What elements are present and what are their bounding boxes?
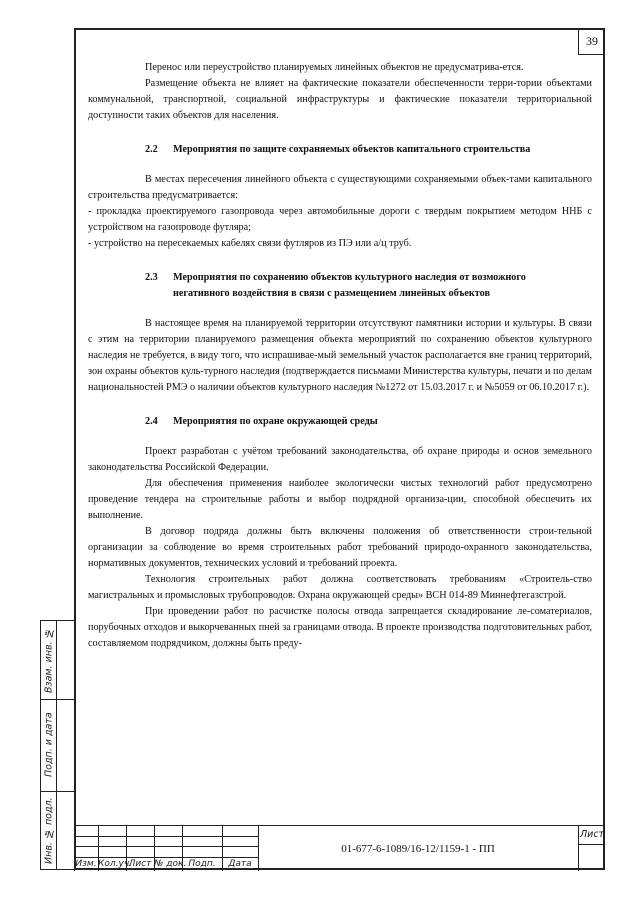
column-label-list: Лист: [128, 859, 152, 869]
title-block: [74, 825, 605, 870]
list-item: - устройство на пересекаемых кабелях связи футляров из ПЭ или а/ц труб.: [88, 238, 412, 249]
paragraph: В местах пересечения линейного объекта с существующими сохраняемыми объек-тами капитального строительства предусматривается:: [88, 174, 592, 201]
side-label-vzam-inv: Взам. инв. №: [43, 627, 55, 693]
section-title: Мероприятия по сохранению объектов культурного наследия от возможного негативного воздействия в связи с размещением линейных объектов: [173, 272, 526, 299]
side-stamp: [40, 620, 74, 870]
side-label-inv-podl: Инв. № подл.: [43, 797, 55, 865]
section-title: Мероприятия по охране окружающей среды: [173, 416, 378, 427]
section-number: 2.4: [145, 416, 158, 427]
section-number: 2.2: [145, 144, 158, 155]
section-number: 2.3: [145, 272, 158, 283]
section-heading-2-3: [88, 270, 592, 302]
document-code: 01-677-6-1089/16-12/1159-1 - ПП: [341, 842, 495, 855]
paragraph: Технология строительных работ должна соответствовать требованиям «Строитель-ство магистральных и промысловых трубопроводов. Охрана окружающей среды» ВСН 014-89 Миннефтегазстрой.: [88, 574, 592, 601]
column-label-data: Дата: [228, 859, 252, 869]
section-heading-2-2: [88, 142, 592, 158]
paragraph: При проведении работ по расчистке полосы отвода запрещается складирование ле-соматериалов, порубочных отходов и выкорчеванных пней за границами отвода. В проекте производства подготовительных работ, составляемом подрядчиком, должны быть преду-: [88, 606, 592, 649]
column-label-kol-uch: Кол.уч.: [98, 859, 133, 869]
document-body: [88, 60, 592, 652]
paragraph: В настоящее время на планируемой территории отсутствуют памятники истории и культуры. В связи с этим на территории планируемого размещения объекта мероприятий по сохранению объектов культурного наследия не требуется, в виду того, что испрашивае-мый земельный участок располагается вне границ территорий, зон охраны объектов куль-турного наследия (подтверждается письмами Министерства культуры, печати и по делам национальностей РМЭ о наличии объектов культурного наследия №1272 от 15.03.2017 г. и №5059 от 06.10.2017 г.).: [88, 318, 592, 393]
list-item: - прокладка проектируемого газопровода через автомобильные дороги с твердым покрытием методом ННБ с устройством на газопроводе футляра;: [88, 206, 592, 233]
column-label-izm: Изм.: [75, 859, 97, 869]
column-label-n-dok: № док.: [154, 859, 187, 869]
paragraph: В договор подряда должны быть включены положения об ответственности строи-тельной организации за соблюдение во время строительных работ требований природо-охранного законодательства, нормативных документов, технических условий и требований проекта.: [88, 526, 592, 569]
paragraph: Проект разработан с учётом требований законодательства, об охране природы и основ земельного законодательства Российской Федерации.: [88, 446, 592, 473]
paragraph: Размещение объекта не влияет на фактические показатели обеспеченности терри-тории объектами коммунальной, транспортной, социальной инфраструктуры и фактические показатели территориальной доступности таких объектов для населения.: [88, 78, 592, 121]
sheet-label: Лист: [580, 829, 605, 840]
paragraph: Для обеспечения применения наиболее экологически чистых технологий работ предусмотрено проведение тендера на строительные работы и выбор подрядной организа-ции, способной обеспечить их выполнение.: [88, 478, 592, 521]
column-label-podp: Подп.: [188, 859, 216, 869]
page-number: 39: [578, 28, 605, 55]
section-heading-2-4: [88, 414, 592, 430]
side-label-podp-data: Подп. и дата: [43, 712, 55, 778]
section-title: Мероприятия по защите сохраняемых объектов капитального строительства: [173, 144, 531, 155]
paragraph: Перенос или переустройство планируемых линейных объектов не предусматрива-ется.: [145, 62, 524, 73]
